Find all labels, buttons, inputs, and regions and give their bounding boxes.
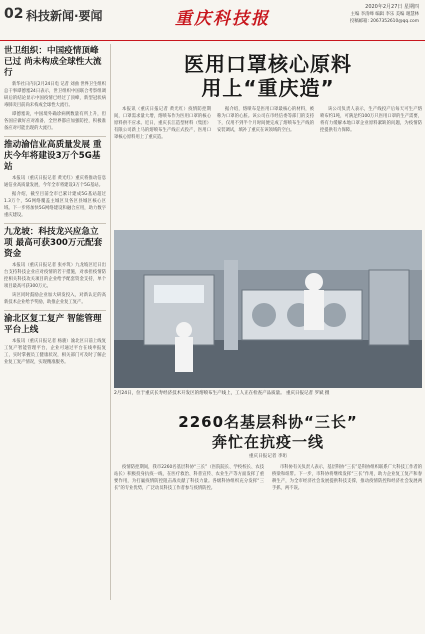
article-paragraph: 该区同时鼓励企业加大研发投入，对新认定的高新技术企业给予奖励，助推企业复工复产。 (4, 293, 106, 305)
second-story-headline (114, 412, 422, 452)
article-paragraph: 谭德塞说，中国境外确诊病例数量有所上升，但各国应做好应对准备，全世界都应加强防控，积极准备应对可能出现的大流行。 (4, 112, 106, 131)
column-divider (110, 44, 111, 600)
article-paragraph: 本报讯（重庆日报记者 张亦筑）九龙坡区近日出台支持科技企业应对疫情的若干措施，对承担疫情防控相关科技攻关项目的企业给予配套资金支持，单个项目最高可获300万元。 (4, 263, 106, 289)
lead-story-headline (114, 52, 422, 100)
article-paragraph: 本报讯（重庆日报记者 黄光红）重庆将推动信息通信业高质量发展，今年全市将建设3万个5G基站。 (4, 176, 106, 188)
headline-line: 2260名基层科协“三长” (178, 413, 358, 431)
article-divider (4, 136, 106, 137)
news-photo (114, 230, 422, 388)
article-headline: 渝北区复工复产 智能管理平台上线 (4, 314, 102, 335)
contact-email: 投稿邮箱: 2067352610@qq.com (349, 19, 419, 24)
page-number: 02 (4, 6, 24, 22)
section-name: 科技新闻·要闻 (26, 9, 103, 23)
brief-article (4, 140, 106, 219)
newspaper-masthead: 重庆科技报 (175, 9, 270, 29)
article-headline: 九龙坡：科技龙兴应急立项 最高可获300万元配套资金 (4, 227, 103, 259)
article-divider (4, 223, 106, 224)
headline-line: 用上“重庆造” (201, 76, 335, 100)
article-divider (4, 310, 106, 311)
article-paragraph: 本报讯（重庆日报记者 杨骏）渝北区日前上线复工复产智能管理平台，企业可通过平台在线申报复工，实时掌握员工健康状况，相关部门可及时了解企业复工复产情况，实现精准服务。 (4, 339, 106, 365)
story-column: 市科协有关负责人表示，基层科协“三长”是科协组织联系广大科技工作者的桥梁和纽带。下一步，市科协将继续发挥“三长”作用，助力企业复工复产和春耕生产，为全市经济社会发展提供科技支撑，推动疫情防控和经济社会发展两手抓、两不误。 (272, 465, 422, 491)
issue-date: 2020年2月27日 星期四 (365, 4, 419, 10)
article-paragraph: 新华社日内瓦2月24日电 记者 刘曲 世界卫生组织总干事谭德塞24日表示，世卫组织中国联合考察组调研后的结论显示中国疫情已经过了顶峰，新型冠状病毒肺炎目前尚未构成全球性大流行。 (4, 82, 106, 108)
article-paragraph: 据介绍，截至目前全市已累计建成5G基站超过1.3万个，5G网络覆盖主城区及各区县城区核心区域。下一步将加快5G网络建设和融合应用，助力数字重庆建设。 (4, 192, 106, 218)
headline-line: 奔忙在抗疫一线 (211, 433, 324, 451)
sidebar-briefs (4, 44, 106, 366)
story-column: 据介绍，熔喷布是医用口罩最核心的材料，被称为口罩的心脏。该公司在市经信委等部门的支持下，仅用不到半个月时间便完成了熔喷布生产线的安装调试，填补了重庆在该领域的空白。 (217, 107, 314, 133)
page-header (0, 0, 425, 41)
factory-photo-illustration (114, 230, 422, 388)
brief-article (4, 46, 106, 132)
editor-credits: 主编 李清峰 编辑 李乐 美编 谢慧林 (350, 12, 419, 17)
main-column (114, 44, 422, 491)
story-column: 该公司负责人表示，生产线投产后每天可生产熔喷布约1吨，可满足约100万只医用口罩的生产需要，将有力缓解本地口罩企业原料紧缺的问题，为疫情防控提供有力保障。 (320, 107, 422, 133)
story-column: 本报讯（重庆日报记者 黄光红）疫情防控期间，口罩需求量大增，熔喷布作为医用口罩的核心原料供不应求。近日，重庆长江造型材料（集团）有限公司新上马的熔喷布生产线正式投产，医用口罩核心原料用上了重庆造。 (114, 107, 211, 140)
story-byline: 重庆日报记者 李珩 (248, 454, 288, 459)
headline-line: 医用口罩核心原料 (184, 52, 352, 76)
second-story-body (114, 464, 422, 634)
story-column: 疫情防控期间，我市2260名基层科协“三长”（医院院长、学校校长、农技站长）积极投身抗疫一线，在医疗救治、科普宣传、农业生产等方面发挥了重要作用，为打赢疫情防控阻击战贡献了科技力量。各级科协组织充分发挥“三长”的专业优势，广泛动员科技工作者参与疫情防控。 (114, 465, 264, 491)
article-headline: 推动渝信业高质量发展 重庆今年将建设3万个5G基站 (4, 140, 102, 172)
brief-article (4, 314, 106, 366)
brief-article (4, 227, 106, 306)
photo-caption: 2月24日，位于重庆长寿经济技术开发区的熔喷布生产线上，工人正在检查产品质量。 重庆日报记者 罗斌 摄 (114, 391, 330, 396)
article-headline: 世卫组织：中国疫情顶峰已过 尚未构成全球性大流行 (4, 46, 102, 78)
